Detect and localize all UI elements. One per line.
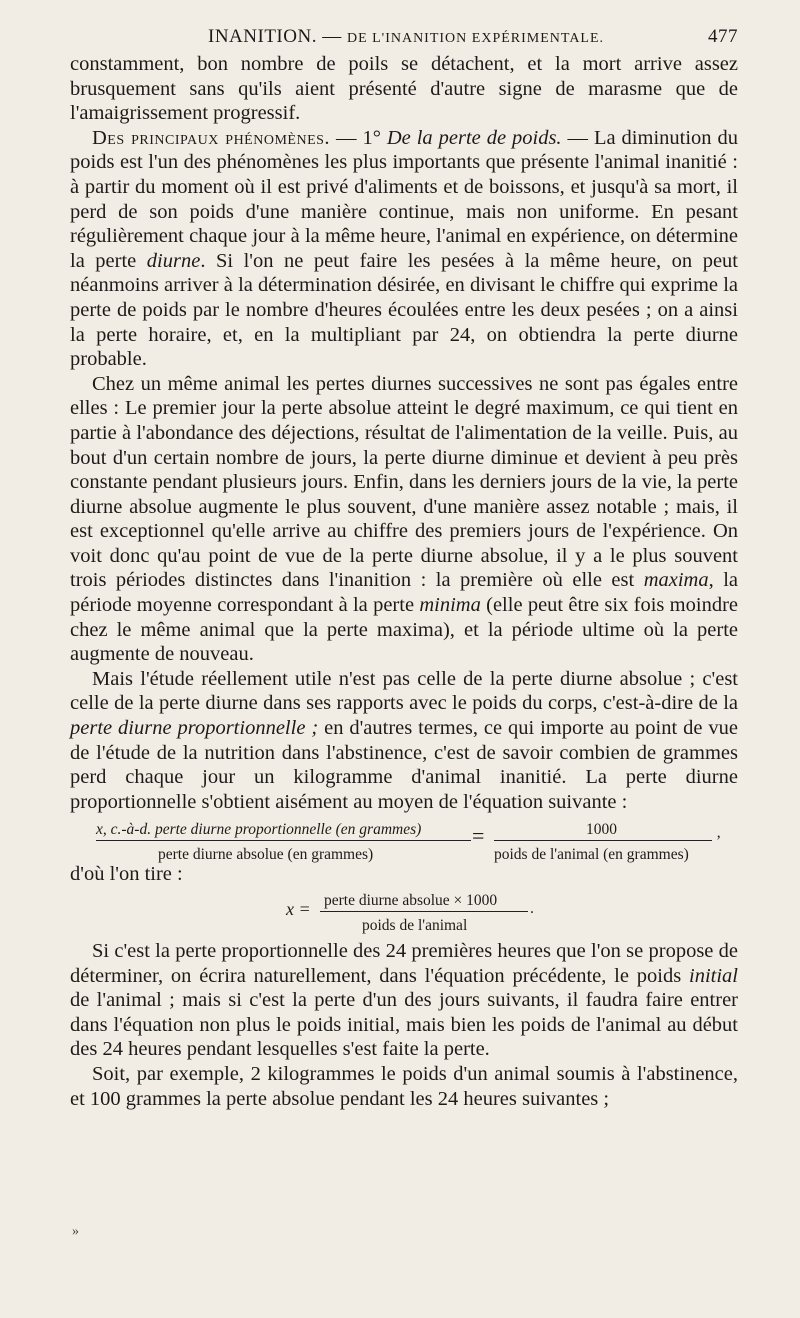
footer-mark: » (72, 1224, 79, 1239)
emphasis-maxima: maxima (643, 569, 709, 592)
paragraph-2-text-b: . Si l'on ne peut faire les pesées à la même heure, on peut néanmoins arriver à la détermination désirée, en divisant le chiffre qui exprime la perte de poids par le nombre d'heures écoulées entre les deux pesées ; on a ainsi la perte horaire, et, en la multipliant par 24, on obtiendra la perte diurne probable. (70, 249, 738, 371)
paragraph-7: Soit, par exemple, 2 kilogrammes le poids d'un animal soumis à l'abstinence, et 100 grammes la perte absolue pendant les 24 heures suivantes ; (70, 1062, 738, 1110)
emphasis-minima: minima (419, 594, 481, 617)
eq1-left-numerator: x, c.-à-d. perte diurne proportionnelle (en grammes) (96, 821, 422, 839)
paragraph-6-text-a: Si c'est la perte proportionnelle des 24 premières heures que l'on se propose de déterminer, on écrira naturellement, dans l'équation précédente, le poids (70, 940, 738, 987)
paragraph-2-text-a: — La diminution du poids est l'un des phénomènes les plus importants que présente l'animal inanitié : à partir du moment où il est privé d'aliments et de boissons, et jusqu'à sa mort, il perd de son poids d'une manière continue, mais non uniforme. En pesant régulièrement chaque jour à la même heure, l'animal en expérience, on détermine la perte (70, 126, 738, 272)
paragraph-4-text-a: Mais l'étude réellement utile n'est pas celle de la perte diurne absolue ; c'est celle de la perte diurne dans ses rapports avec le poids du corps, c'est-à-dire de la (70, 667, 738, 715)
section-title: DE L'INANITION EXPÉRIMENTALE. (346, 31, 605, 46)
paragraph-4 (70, 667, 738, 815)
paragraph-3 (70, 372, 738, 667)
eq2-numerator: perte diurne absolue × 1000 (324, 892, 498, 909)
header-dash: — (322, 26, 342, 47)
eq2-x: x = (286, 899, 311, 919)
eq1-trailing-mark: ’ (716, 833, 722, 851)
body-text (70, 52, 738, 1111)
paragraph-4-text-b: en d'autres termes, ce qui importe au point de vue de l'étude de la nutrition dans l'abstinence, c'est de savoir combien de grammes perd chaque jour un kilogramme d'animal inanitié. La perte diurne proportionnelle s'obtient aisément au moyen de l'équation suivante : (70, 717, 738, 813)
eq2-fraction-bar (320, 911, 528, 912)
eq1-right-denominator: poids de l'animal (en grammes) (494, 846, 689, 864)
book-page (70, 22, 738, 1111)
eq2-denominator: poids de l'animal (362, 917, 468, 934)
paragraph-6 (70, 939, 738, 1062)
paragraph-2 (70, 126, 738, 372)
paragraph-3-text-a: Chez un même animal les pertes diurnes successives ne sont pas égales entre elles : Le premier jour la perte absolue atteint le degré maximum, ce qui tient en partie à l'abondance des déjections, résultat de l'alimentation de la veille. Puis, au bout d'un certain nombre de jours, la perte diurne diminue et devient à peu près constante pendant plusieurs jours. Enfin, dans les derniers jours de la vie, la perte diurne absolue augmente le plus souvent, d'une manière assez notable ; mais, il est exceptionnel qu'elle arrive au chiffre des premiers jours de l'expérience. On voit donc qu'au point de vue de la perte diurne absolue, il y a le plus souvent trois périodes distinctes dans l'inanition : la première où elle est (70, 372, 738, 592)
emphasis-diurne: diurne (146, 249, 201, 272)
eq1-left-fraction-bar (96, 840, 471, 841)
subsection-title: De la perte de poids. (386, 126, 562, 149)
paragraph-1: constamment, bon nombre de poils se détachent, et la mort arrive assez brusquement sans qu'ils aient présenté d'autre signe de marasme que de l'amaigrissement progressif. (70, 53, 738, 125)
eq1-left-denominator: perte diurne absolue (en grammes) (158, 846, 374, 864)
page-number: 477 (708, 26, 738, 47)
emphasis-perte-proportionnelle: perte diurne proportionnelle ; (70, 717, 319, 740)
paragraph-6-text-b: de l'animal ; mais si c'est la perte d'un des jours suivants, il faudra faire entrer dans l'équation non plus le poids initial, mais bien les poids de l'animal au début des 24 heures pendant lesquelles s'est faite la perte. (70, 989, 738, 1061)
eq2-period: . (530, 900, 534, 917)
equation-proportional-loss (70, 818, 738, 862)
running-header (70, 22, 738, 52)
eq1-equals: = (472, 823, 485, 849)
paragraph-3-text-c: (elle peut être six fois moindre chez le même animal que la perte maxima), et la période ultime où la perte augmente de nouveau. (70, 594, 738, 666)
running-title (208, 26, 604, 48)
emphasis-initial: initial (689, 964, 738, 987)
paragraph-5: d'où l'on tire : (70, 863, 183, 886)
eq1-right-numerator: 1000 (586, 821, 617, 839)
equation-x (70, 889, 738, 933)
chapter-title: INANITION. (208, 26, 317, 47)
eq1-right-fraction-bar (494, 840, 712, 841)
lead-dash: — 1° (330, 126, 387, 149)
paragraph-3-text-b: , la période moyenne correspondant à la perte (70, 569, 738, 617)
section-lead: Des principaux phénomènes. (92, 126, 331, 149)
